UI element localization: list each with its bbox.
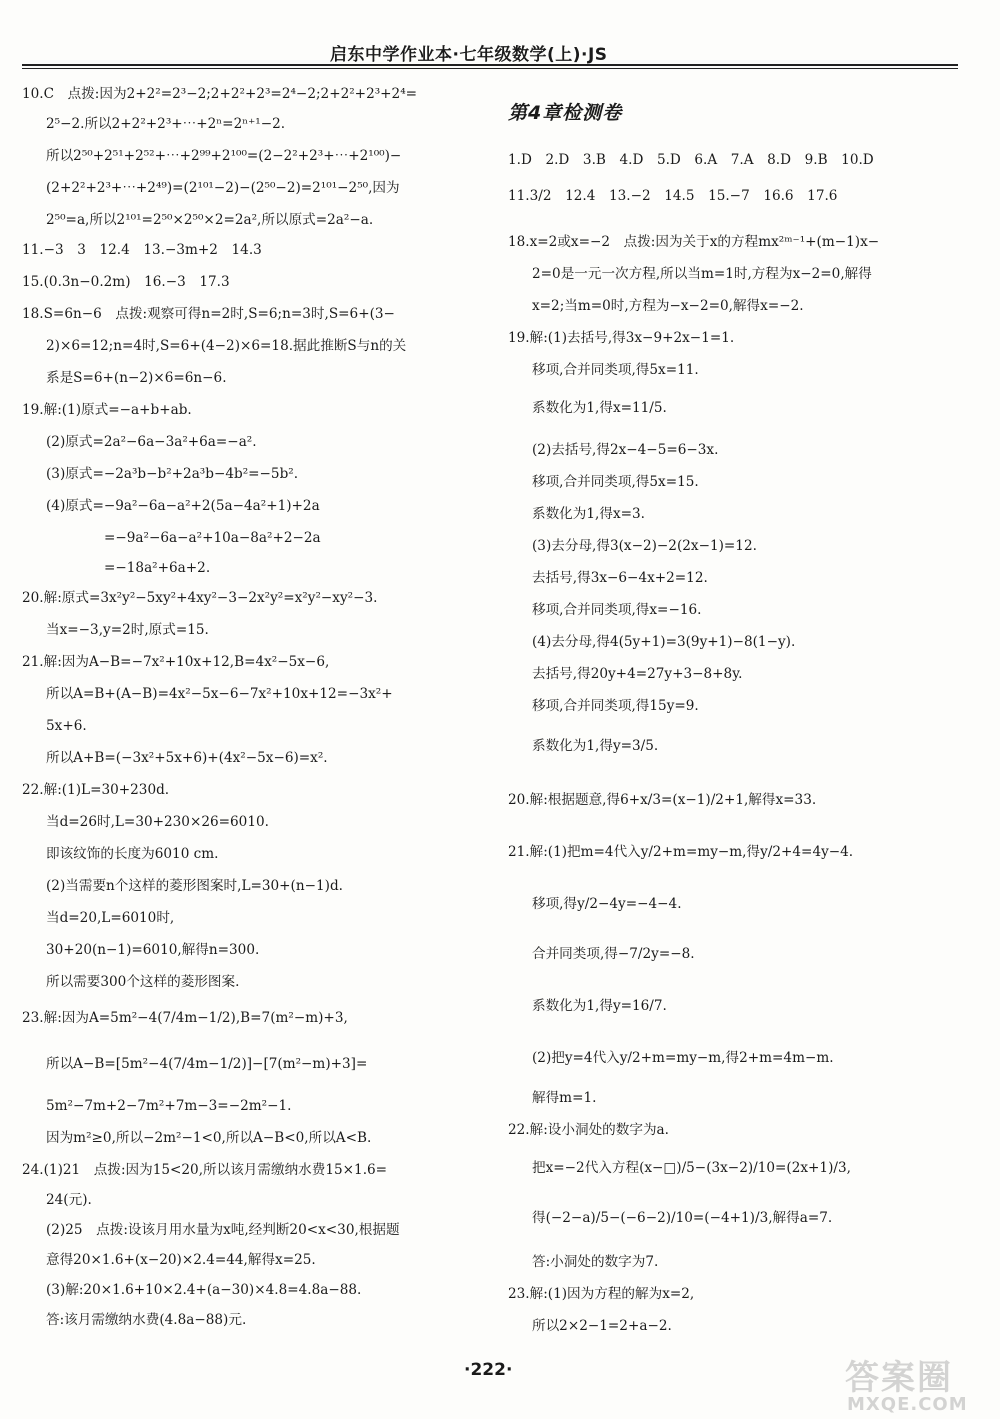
answer-line: 19.解:(1)原式=−a+b+ab.	[22, 402, 192, 418]
answer-line: 所以2⁵⁰+2⁵¹+2⁵²+⋯+2⁹⁹+2¹⁰⁰=(2−2²+2³+⋯+2¹⁰⁰)−	[46, 148, 402, 164]
answer-line: 20.解:根据题意,得6+x/3=(x−1)/2+1,解得x=33.	[508, 792, 817, 808]
answer-line: (3)去分母,得3(x−2)−2(2x−1)=12.	[532, 538, 757, 554]
answer-line: 意得20×1.6+(x−20)×2.4=44,解得x=25.	[46, 1252, 316, 1268]
answer-line: 答:该月需缴纳水费(4.8a−88)元.	[46, 1312, 247, 1328]
answer-line: 去括号,得3x−6−4x+2=12.	[532, 570, 708, 586]
answer-line: 所以A−B=[5m²−4(7/4m−1/2)]−[7(m²−m)+3]=	[46, 1056, 368, 1072]
answer-line: 5m²−7m+2−7m²+7m−3=−2m²−1.	[46, 1098, 292, 1114]
answer-line: 移项,合并同类项,得5x=15.	[532, 474, 699, 490]
answer-line: 21.解:因为A−B=−7x²+10x+12,B=4x²−5x−6,	[22, 654, 330, 670]
answer-line: 当d=26时,L=30+230×26=6010.	[46, 814, 269, 830]
answer-line: (4)去分母,得4(5y+1)=3(9y+1)−8(1−y).	[532, 634, 796, 650]
watermark-text: 答案圈	[845, 1358, 953, 1398]
answer-line: =−9a²−6a−a²+10a−8a²+2−2a	[104, 530, 321, 546]
answer-line: 20.解:原式=3x²y²−5xy²+4xy²−3−2x²y²=x²y²−xy²−3.	[22, 590, 378, 606]
answer-line: (2)去括号,得2x−4−5=6−3x.	[532, 442, 719, 458]
answer-line: (2)原式=2a²−6a−3a²+6a=−a².	[46, 434, 257, 450]
answer-line: 移项,合并同类项,得5x=11.	[532, 362, 699, 378]
section-title: 第4章检测卷	[508, 102, 623, 124]
answer-line: =−18a²+6a+2.	[104, 560, 211, 576]
answer-line: 24(元).	[46, 1192, 92, 1208]
answer-line: 23.解:(1)因为方程的解为x=2,	[508, 1286, 695, 1302]
answer-line: 22.解:(1)L=30+230d.	[22, 782, 170, 798]
answer-line: 11.−3 3 12.4 13.−3m+2 14.3	[22, 242, 262, 258]
answer-line: 19.解:(1)去括号,得3x−9+2x−1=1.	[508, 330, 735, 346]
answer-line: 移项,得y/2−4y=−4−4.	[532, 896, 682, 912]
header-title: 启东中学作业本·七年级数学(上)·JS	[330, 45, 608, 65]
answer-line: x=2;当m=0时,方程为−x−2=0,解得x=−2.	[532, 298, 804, 314]
answer-line: 即该纹饰的长度为6010 cm.	[46, 846, 219, 862]
answer-line: 22.解:设小洞处的数字为a.	[508, 1122, 669, 1138]
answer-line: (4)原式=−9a²−6a−a²+2(5a−4a²+1)+2a	[46, 498, 320, 514]
answer-line: 5x+6.	[46, 718, 87, 734]
answer-line: 系数化为1,得y=16/7.	[532, 998, 667, 1014]
answer-line: 15.(0.3n−0.2m) 16.−3 17.3	[22, 274, 230, 290]
answer-line: 系数化为1,得x=11/5.	[532, 400, 667, 416]
answer-line: 系数化为1,得y=3/5.	[532, 738, 659, 754]
watermark-url: MXQE.COM	[847, 1394, 968, 1415]
answer-line: 30+20(n−1)=6010,解得n=300.	[46, 942, 260, 958]
answer-line: 21.解:(1)把m=4代入y/2+m=my−m,得y/2+4=4y−4.	[508, 844, 854, 860]
answer-line: (2)当需要n个这样的菱形图案时,L=30+(n−1)d.	[46, 878, 343, 894]
answer-line: 把x=−2代入方程(x−□)/5−(3x−2)/10=(2x+1)/3,	[532, 1160, 851, 1176]
answer-line: 系是S=6+(n−2)×6=6n−6.	[46, 370, 227, 386]
answer-line: (2)把y=4代入y/2+m=my−m,得2+m=4m−m.	[532, 1050, 834, 1066]
page-number: ·222·	[464, 1360, 513, 1380]
answer-line: 移项,合并同类项,得x=−16.	[532, 602, 702, 618]
answer-line: 当d=20,L=6010时,	[46, 910, 175, 926]
answer-line: 系数化为1,得x=3.	[532, 506, 645, 522]
answer-line: (2)25 点拨:设该月用水量为x吨,经判断20<x<30,根据题	[46, 1222, 400, 1238]
answer-line: 2⁵−2.所以2+2²+2³+⋯+2ⁿ=2ⁿ⁺¹−2.	[46, 116, 286, 132]
answer-line: 所以需要300个这样的菱形图案.	[46, 974, 240, 990]
answer-line: 合并同类项,得−7/2y=−8.	[532, 946, 695, 962]
answer-line: 所以2×2−1=2+a−2.	[532, 1318, 672, 1334]
answer-line: 24.(1)21 点拨:因为15<20,所以该月需缴纳水费15×1.6=	[22, 1162, 388, 1178]
answer-line: 所以A=B+(A−B)=4x²−5x−6−7x²+10x+12=−3x²+	[46, 686, 393, 702]
answer-line: 去括号,得20y+4=27y+3−8+8y.	[532, 666, 743, 682]
answer-line: 10.C 点拨:因为2+2²=2³−2;2+2²+2³=2⁴−2;2+2²+2³+2⁴=	[22, 86, 418, 102]
answer-line: 解得m=1.	[532, 1090, 597, 1106]
answer-line: 移项,合并同类项,得15y=9.	[532, 698, 699, 714]
answer-line: 2=0是一元一次方程,所以当m=1时,方程为x−2=0,解得	[532, 266, 872, 282]
answer-line: 11.3/2 12.4 13.−2 14.5 15.−7 16.6 17.6	[508, 188, 838, 204]
answer-line: 23.解:因为A=5m²−4(7/4m−1/2),B=7(m²−m)+3,	[22, 1010, 348, 1026]
answer-line: 得(−2−a)/5−(−6−2)/10=(−4+1)/3,解得a=7.	[532, 1210, 833, 1226]
answer-line: (3)解:20×1.6+10×2.4+(a−30)×4.8=4.8a−88.	[46, 1282, 362, 1298]
answer-line: 答:小洞处的数字为7.	[532, 1254, 659, 1270]
answer-line: 18.x=2或x=−2 点拨:因为关于x的方程mx²ᵐ⁻¹+(m−1)x−	[508, 234, 880, 250]
header-rule	[22, 64, 958, 66]
watermark-logo	[845, 1350, 985, 1418]
answer-line: (2+2²+2³+⋯+2⁴⁹)=(2¹⁰¹−2)−(2⁵⁰−2)=2¹⁰¹−2⁵⁰,因为	[46, 180, 400, 196]
answer-line: 当x=−3,y=2时,原式=15.	[46, 622, 209, 638]
header-rule-thin	[22, 68, 958, 69]
answer-line: 因为m²≥0,所以−2m²−1<0,所以A−B<0,所以A<B.	[46, 1130, 372, 1146]
answer-line: (3)原式=−2a³b−b²+2a³b−4b²=−5b².	[46, 466, 299, 482]
answer-line: 18.S=6n−6 点拨:观察可得n=2时,S=6;n=3时,S=6+(3−	[22, 306, 395, 322]
answer-line: 2)×6=12;n=4时,S=6+(4−2)×6=18.据此推断S与n的关	[46, 338, 407, 354]
answer-line: 1.D 2.D 3.B 4.D 5.D 6.A 7.A 8.D 9.B 10.D	[508, 152, 874, 168]
answer-line: 2⁵⁰=a,所以2¹⁰¹=2⁵⁰×2⁵⁰×2=2a²,所以原式=2a²−a.	[46, 212, 374, 228]
answer-line: 所以A+B=(−3x²+5x+6)+(4x²−5x−6)=x².	[46, 750, 328, 766]
